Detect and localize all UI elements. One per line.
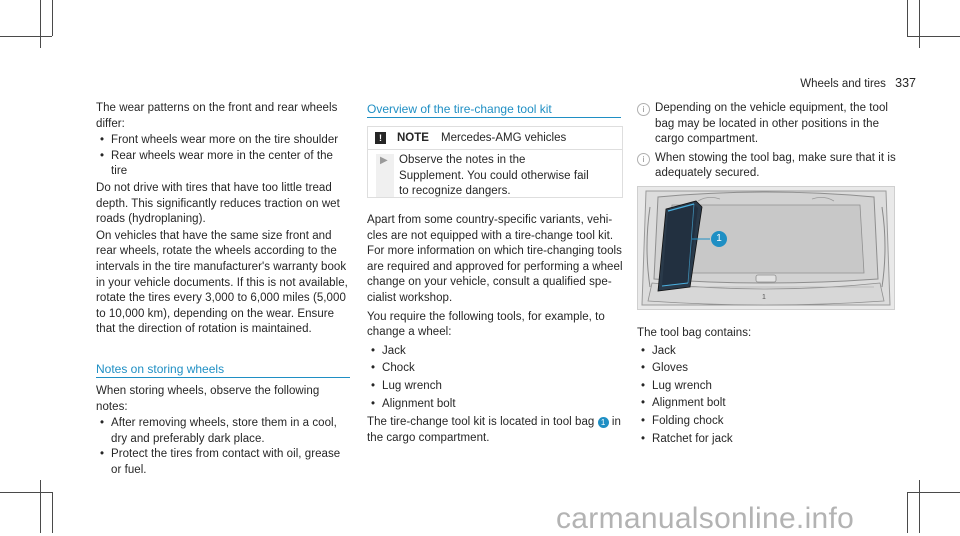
crop-mark <box>907 492 908 533</box>
callout-number: 1 <box>598 417 609 428</box>
paragraph: The wear patterns on the front and rear wheels differ: <box>96 102 338 130</box>
list-item: • Lug wrench <box>637 379 899 395</box>
column-2 <box>367 213 625 447</box>
info-icon: i <box>637 153 650 166</box>
section-title: Wheels and tires <box>800 78 886 90</box>
column-1-lower <box>96 384 352 479</box>
section-heading: Notes on storing wheels <box>96 362 225 376</box>
crop-mark <box>907 36 960 37</box>
warning-icon: ! <box>375 132 386 144</box>
callout-text: The tire-change tool kit is located in tool bag <box>367 416 595 429</box>
paragraph: The tool bag contains: <box>637 327 752 339</box>
cargo-illustration <box>638 187 894 309</box>
running-header <box>800 76 916 90</box>
list-item: • Jack <box>367 344 625 360</box>
heading-rule <box>96 377 350 378</box>
list-item: • Jack <box>637 344 899 360</box>
column-1 <box>96 101 352 339</box>
list-item: • Folding chock <box>637 414 899 430</box>
crop-mark <box>40 0 41 48</box>
list-item: • Lug wrench <box>367 379 625 395</box>
crop-mark <box>907 492 960 493</box>
list-item: • Front wheels wear more on the tire shoulder <box>96 133 352 149</box>
paragraph <box>367 415 625 446</box>
paragraph: Apart from some country-specific variants, vehicles are not equipped with a tire-change tool kit. For more information on which tire-changing tools are required and approved for performing a wheel change on your vehicle, consult a qualified specialist workshop. <box>367 214 623 304</box>
figure-bottom-label: 1 <box>762 294 766 301</box>
crop-mark <box>919 0 920 48</box>
crop-mark <box>40 480 41 533</box>
paragraph: You require the following tools, for example, to change a wheel: <box>367 310 605 339</box>
info-item <box>637 151 899 182</box>
paragraph: Do not drive with tires that have too little tread depth. This significantly reduces traction on wet roads (hydroplaning). <box>96 181 340 226</box>
heading-rule <box>367 117 621 118</box>
arrow-right-icon: ▶ <box>380 155 388 166</box>
crop-mark <box>0 36 52 37</box>
info-text: When stowing the tool bag, make sure that it is adequately secured. <box>655 151 896 180</box>
note-header <box>368 127 622 150</box>
note-title: Mercedes-AMG vehicles <box>441 132 567 144</box>
info-item <box>637 101 899 148</box>
list-item: • Alignment bolt <box>637 396 899 412</box>
paragraph: When storing wheels, observe the following notes: <box>96 385 320 413</box>
note-text: Observe the notes in the Supplement. You could otherwise fail to recognize dangers. <box>399 154 589 198</box>
column-3-contents <box>637 326 899 447</box>
crop-mark <box>0 492 52 493</box>
cargo-compartment-figure <box>637 186 895 310</box>
note-box <box>367 126 623 198</box>
list-item: • Gloves <box>637 361 899 377</box>
crop-mark <box>52 492 53 533</box>
figure-callout-1: 1 <box>711 231 727 247</box>
watermark-link[interactable]: carmanualsonline.info <box>556 502 855 535</box>
note-label: NOTE <box>397 132 429 144</box>
crop-mark <box>52 0 53 36</box>
crop-mark <box>919 480 920 533</box>
info-icon: i <box>637 103 650 116</box>
paragraph: On vehicles that have the same size front and rear wheels, rotate the wheels according to the intervals in the tire manufacturer's warranty book in your vehicle documents. If this is not available, rotate the tires every 3,000 to 6,000 miles (5,000 to 10,000 km), depending on the wear. Ensure that the direction of rotation is maintained. <box>96 229 348 336</box>
page-number: 337 <box>895 76 916 90</box>
list-item: • Alignment bolt <box>367 397 625 413</box>
list-item: • Chock <box>367 361 625 377</box>
info-text: Depending on the vehicle equipment, the tool bag may be located in other positions in the cargo compartment. <box>655 102 889 146</box>
section-heading: Overview of the tire-change tool kit <box>367 102 552 116</box>
list-item: • After removing wheels, store them in a cool, dry and preferably dark place. <box>96 416 352 447</box>
note-body <box>368 150 622 197</box>
list-item: • Rear wheels wear more in the center of the tire <box>96 149 352 180</box>
list-item: • Protect the tires from contact with oil, grease or fuel. <box>96 447 352 478</box>
column-3-info <box>637 101 899 182</box>
crop-mark <box>907 0 908 36</box>
callout-text: in the cargo compartment. <box>367 416 621 444</box>
list-item: • Ratchet for jack <box>637 432 899 448</box>
